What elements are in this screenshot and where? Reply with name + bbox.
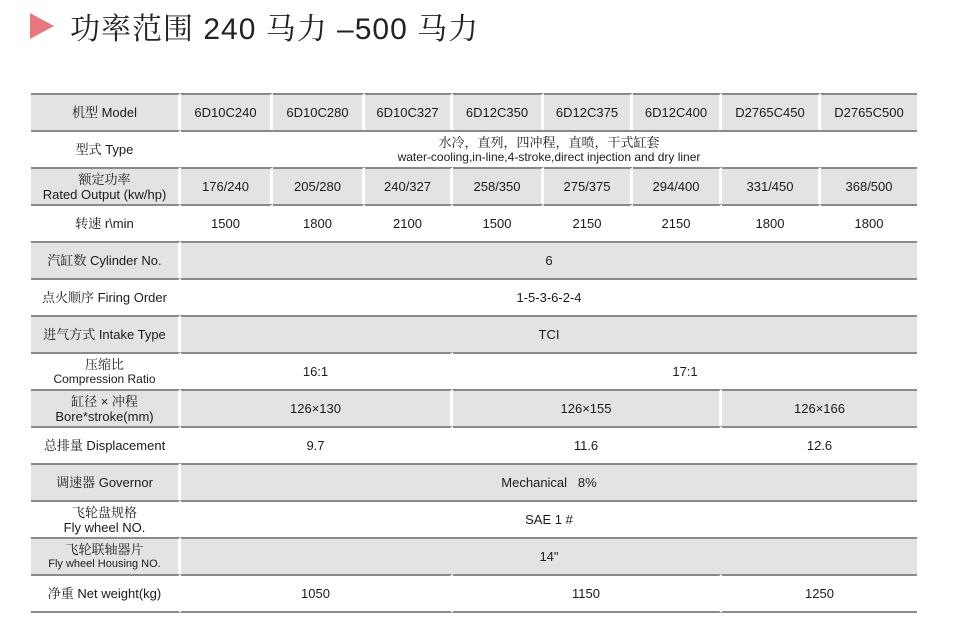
row-label-intake: 进气方式 Intake Type — [31, 315, 181, 352]
triangle-marker-icon — [30, 13, 54, 39]
row-label-model: 机型 Model — [31, 93, 181, 130]
speed-cell: 1800 — [821, 204, 917, 241]
table-row-net-weight — [31, 574, 917, 613]
speed-cell: 1800 — [273, 204, 365, 241]
net-weight-cell: 1050 — [181, 574, 453, 613]
table-row-bore-stroke — [31, 389, 917, 426]
bore-stroke-cell: 126×130 — [181, 389, 453, 426]
speed-cell: 2100 — [365, 204, 453, 241]
housing-label-cn: 飞轮联轴器片 — [65, 541, 144, 557]
type-en: water-cooling,in-line,4-stroke,direct injection and dry liner — [397, 149, 701, 164]
table-row-compression — [31, 352, 917, 389]
table-row-rated-output — [31, 167, 917, 204]
rated-output-cell: 294/400 — [633, 167, 722, 204]
row-label-bore-stroke — [31, 389, 181, 426]
bore-stroke-cell: 126×155 — [453, 389, 722, 426]
model-cell: 6D10C240 — [181, 93, 273, 130]
table-row-housing — [31, 537, 917, 574]
flywheel-label-en: Fly wheel NO. — [63, 519, 146, 535]
rated-output-cell: 205/280 — [273, 167, 365, 204]
table-row-firing-order — [31, 278, 917, 315]
speed-cell: 1500 — [181, 204, 273, 241]
displacement-cell: 12.6 — [722, 426, 917, 463]
flywheel-cell: SAE 1 # — [181, 500, 917, 537]
model-cell: 6D12C350 — [453, 93, 544, 130]
flywheel-label-cn: 飞轮盘规格 — [71, 504, 137, 520]
model-cell: 6D12C375 — [544, 93, 633, 130]
row-label-net-weight: 净重 Net weight(kg) — [31, 574, 181, 613]
row-label-type: 型式 Type — [31, 130, 181, 167]
intake-cell: TCI — [181, 315, 917, 352]
row-label-cylinder: 汽缸数 Cylinder No. — [31, 241, 181, 278]
table-row-cylinder — [31, 241, 917, 278]
speed-cell: 1800 — [722, 204, 821, 241]
firing-order-cell: 1-5-3-6-2-4 — [181, 278, 917, 315]
compression-label-cn: 压缩比 — [84, 356, 124, 372]
table-row-governor — [31, 463, 917, 500]
table-row-intake — [31, 315, 917, 352]
compression-label-en: Compression Ratio — [53, 371, 156, 386]
model-cell: D2765C500 — [821, 93, 917, 130]
speed-cell: 1500 — [453, 204, 544, 241]
table-row-displacement — [31, 426, 917, 463]
rated-output-cell: 176/240 — [181, 167, 273, 204]
rated-output-cell: 331/450 — [722, 167, 821, 204]
speed-cell: 2150 — [544, 204, 633, 241]
rated-output-cell: 275/375 — [544, 167, 633, 204]
housing-label-en: Fly wheel Housing NO. — [48, 557, 161, 570]
spec-table — [31, 93, 917, 613]
model-cell: D2765C450 — [722, 93, 821, 130]
rated-output-cell: 368/500 — [821, 167, 917, 204]
net-weight-cell: 1250 — [722, 574, 917, 613]
page-header — [30, 6, 479, 46]
rated-output-cell: 240/327 — [365, 167, 453, 204]
row-label-firing-order: 点火顺序 Firing Order — [31, 278, 181, 315]
row-label-flywheel — [31, 500, 181, 537]
row-label-compression — [31, 352, 181, 389]
table-row-flywheel — [31, 500, 917, 537]
row-label-rated-output — [31, 167, 181, 204]
bore-label-cn: 缸径 × 冲程 — [71, 393, 138, 409]
governor-cell: Mechanical 8% — [181, 463, 917, 500]
table-row-type — [31, 130, 917, 167]
displacement-cell: 11.6 — [453, 426, 722, 463]
model-cell: 6D10C280 — [273, 93, 365, 130]
row-label-displacement: 总排量 Displacement — [31, 426, 181, 463]
rated-label-cn: 额定功率 — [78, 171, 131, 187]
type-cn: 水冷，直列，四冲程，直喷，干式缸套 — [438, 134, 660, 150]
rated-label-en: Rated Output (kw/hp) — [42, 186, 167, 202]
cylinder-cell: 6 — [181, 241, 917, 278]
compression-cell: 17:1 — [453, 352, 917, 389]
row-label-governor: 调速器 Governor — [31, 463, 181, 500]
page-title: 功率范围 240 马力 –500 马力 — [70, 13, 480, 46]
rated-output-cell: 258/350 — [453, 167, 544, 204]
bore-stroke-cell: 126×166 — [722, 389, 917, 426]
type-cell — [181, 130, 917, 167]
compression-cell: 16:1 — [181, 352, 453, 389]
table-row-speed — [31, 204, 917, 241]
table-row-model — [31, 93, 917, 130]
model-cell: 6D10C327 — [365, 93, 453, 130]
model-cell: 6D12C400 — [633, 93, 722, 130]
bore-label-en: Bore*stroke(mm) — [55, 408, 154, 424]
displacement-cell: 9.7 — [181, 426, 453, 463]
row-label-speed: 转速 r\min — [31, 204, 181, 241]
net-weight-cell: 1150 — [453, 574, 722, 613]
speed-cell: 2150 — [633, 204, 722, 241]
housing-cell: 14" — [181, 537, 917, 574]
row-label-housing — [31, 537, 181, 574]
